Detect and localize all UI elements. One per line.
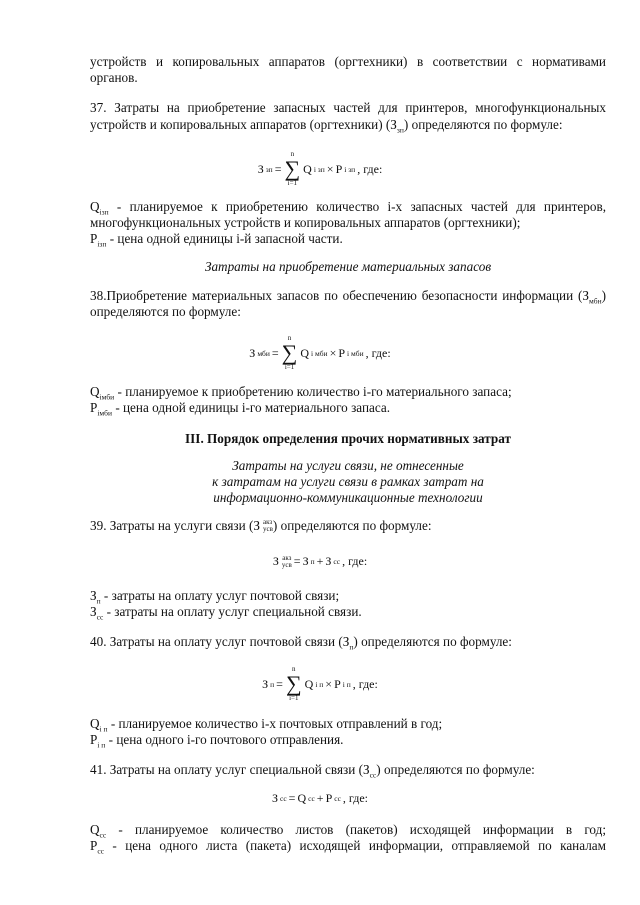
text-line: $З_{сс}$ - затраты на оплату услуг специальной связи. <box>90 604 362 622</box>
sum-sign: n ∑ i=1 <box>281 334 298 371</box>
text-line: устройств и копировальных аппаратов (оргтехники) в соответствии с нормативами <box>90 54 606 69</box>
text-line: определяются по формуле: <box>90 304 241 319</box>
text-line: органов. <box>90 70 138 85</box>
section-heading: III. Порядок определения прочих нормативных затрат <box>185 431 511 446</box>
text-line: $Q_{сс}$ - планируемое количество листов (пакетов) исходящей информации в год; <box>90 822 606 840</box>
text-line: $Q_{iзп}$ - планируемое к приобретению количество i-х запасных частей для принтеров, <box>90 199 606 217</box>
text-line: $P_{сс}$ - цена одного листа (пакета) исходящей информации, отправляемой по каналам <box>90 838 606 856</box>
paragraph-39: 39. Затраты на услуги связи ( З акз усв ) определяются по формуле: <box>90 518 432 533</box>
text-line: $Q_{i п}$ - планируемое количество i-х почтовых отправлений в год; <box>90 716 443 734</box>
section-subheading: к затратам на услуги связи в рамках затрат на <box>212 474 484 489</box>
text-line: $Q_{iмби}$ - планируемое к приобретению количество i-го материального запаса; <box>90 384 512 402</box>
formula-communication: З акз усв = З п + З сс , где: <box>272 553 368 569</box>
sum-sign: n ∑ i=1 <box>285 665 302 702</box>
formula-postal: З п = n ∑ i=1 Q i п × P i п , где: <box>262 665 378 702</box>
formula-spare-parts: З зп = n ∑ i=1 Q i зп × P i зп , где: <box>257 150 383 187</box>
paragraph-38: 38.Приобретение материальных запасов по обеспечению безопасности информации $(З_{мбн})$ <box>90 288 606 306</box>
paragraph-41: 41. Затраты на оплату услуг специальной связи $(З_{сс})$ определяются по формуле: <box>90 762 535 780</box>
text-line: $P_{iзп}$ - цена одной единицы i-й запасной части. <box>90 231 343 249</box>
text-line: $P_{iмби}$ - цена одной единицы i-го материального запаса. <box>90 400 391 418</box>
formula-material-reserves: З мби = n ∑ i=1 Q i мби × P i мби , где: <box>249 334 391 371</box>
text-line: устройств и копировальных аппаратов (оргтехники) $(З_{зп})$ определяются по формуле: <box>90 117 563 135</box>
paragraph-40: 40. Затраты на оплату услуг почтовой связи $(З_п)$ определяются по формуле: <box>90 634 512 652</box>
section-subheading: информационно-коммуникационные технологии <box>213 490 483 505</box>
text-line: $P_{i п}$ - цена одного i-го почтового отправления. <box>90 732 344 750</box>
text-line: многофункциональных устройств и копировальных аппаратов (оргтехники); <box>90 215 521 230</box>
section-subheading: Затраты на услуги связи, не отнесенные <box>232 458 464 473</box>
paragraph-37: 37. Затраты на приобретение запасных частей для принтеров, многофункциональных <box>90 100 606 115</box>
sum-sign: n ∑ i=1 <box>284 150 301 187</box>
section-subheading: Затраты на приобретение материальных запасов <box>204 259 492 274</box>
formula-special-communication: З сс = Q сс + P сс , где: <box>271 791 369 805</box>
text-line: $З_п$ - затраты на оплату услуг почтовой связи; <box>90 588 340 606</box>
